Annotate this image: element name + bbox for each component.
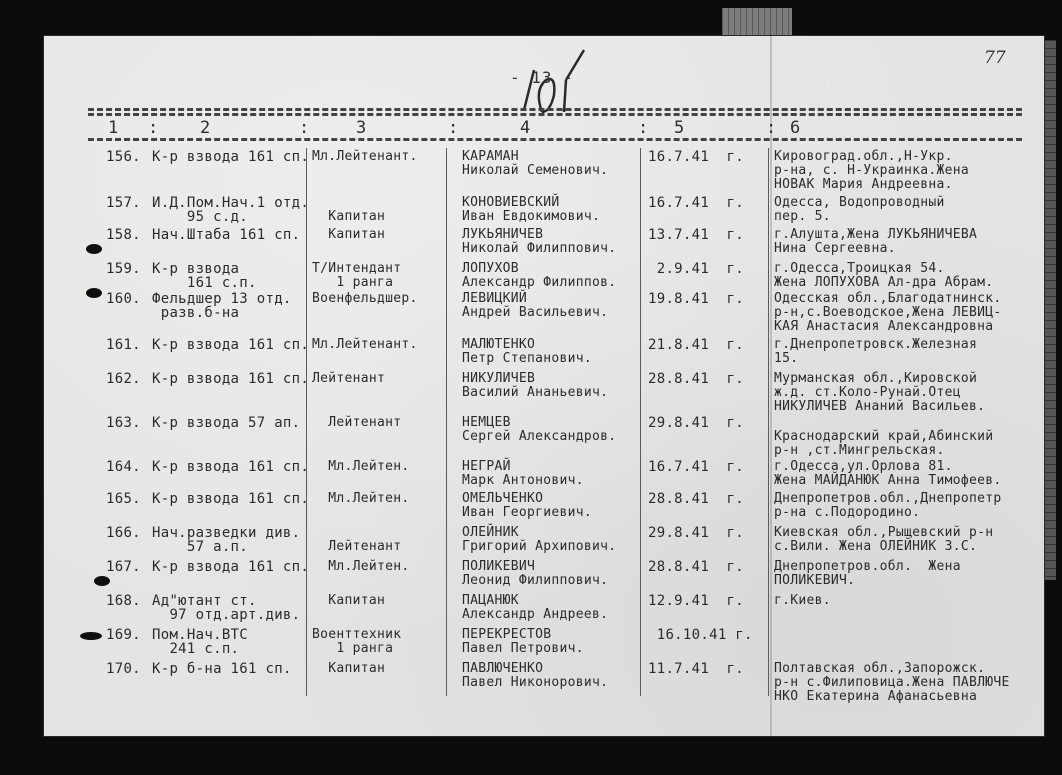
row-unit: К-р взвода 161 сп. bbox=[152, 459, 310, 475]
row-number: 162. bbox=[106, 371, 141, 387]
row-address: г.Киев. bbox=[774, 593, 831, 608]
row-name: ЛЕВИЦКИЙ Андрей Васильевич. bbox=[462, 291, 609, 320]
row-rank: Мл.Лейтенант. bbox=[312, 337, 418, 352]
row-unit: Пом.Нач.ВТС 241 с.п. bbox=[152, 627, 249, 657]
row-name: ОЛЕЙНИК Григорий Архипович. bbox=[462, 525, 617, 554]
row-date: 29.8.41 г. bbox=[648, 415, 745, 431]
row-address: Краснодарский край,Абинский р-н ,ст.Мингрельская. bbox=[774, 429, 994, 458]
row-rank: Военфельдшер. bbox=[312, 291, 418, 306]
row-name: НЕГРАЙ Марк Антонович. bbox=[462, 459, 584, 488]
row-name: НЕМЦЕВ Сергей Александров. bbox=[462, 415, 617, 444]
header-rule-top bbox=[88, 108, 1022, 111]
row-rank: Капитан bbox=[312, 593, 386, 608]
row-date: 11.7.41 г. bbox=[648, 661, 745, 677]
row-unit: К-р взвода 161 сп. bbox=[152, 491, 310, 507]
row-address: Полтавская обл.,Запорожск. р-н с.Филиповица.Жена ПАВЛЮЧЕ НКО Екатерина Афанасьевна bbox=[774, 661, 1010, 704]
column-separator: : bbox=[148, 118, 159, 138]
hole-punch-mark bbox=[80, 632, 102, 640]
row-name: ЛОПУХОВ Александр Филиппов. bbox=[462, 261, 617, 290]
row-date: 28.8.41 г. bbox=[648, 491, 745, 507]
row-rank: Мл.Лейтенант. bbox=[312, 149, 418, 164]
row-address: г.Одесса,Троицкая 54. Жена ЛОПУХОВА Ал-дра Абрам. bbox=[774, 261, 994, 290]
header-rule-top-2 bbox=[88, 113, 1022, 116]
row-address: Днепропетров.обл.,Днепропетр р-на с.Подородино. bbox=[774, 491, 1002, 520]
row-number: 163. bbox=[106, 415, 141, 431]
row-address: Кировоград.обл.,Н-Укр. р-на, с. Н-Украинка.Жена НОВАК Мария Андреевна. bbox=[774, 149, 970, 192]
row-unit: К-р взвода 161 сп. bbox=[152, 337, 310, 353]
row-address: г.Днепропетровск.Железная 15. bbox=[774, 337, 978, 366]
row-name: ОМЕЛЬЧЕНКО Иван Георгиевич. bbox=[462, 491, 593, 520]
hole-punch-mark bbox=[94, 576, 110, 586]
row-rank: Мл.Лейтен. bbox=[312, 459, 410, 474]
row-date: 19.8.41 г. bbox=[648, 291, 745, 307]
row-name: НИКУЛИЧЕВ Василий Ананьевич. bbox=[462, 371, 609, 400]
row-number: 156. bbox=[106, 149, 141, 165]
row-date: 21.8.41 г. bbox=[648, 337, 745, 353]
row-address: Одесская обл.,Благодатнинск. р-н,с.Воеводское,Жена ЛЕВИЦ- КАЯ Анастасия Александровна bbox=[774, 291, 1002, 334]
row-date: 29.8.41 г. bbox=[648, 525, 745, 541]
row-name: МАЛЮТЕНКО Петр Степанович. bbox=[462, 337, 593, 366]
row-number: 169. bbox=[106, 627, 141, 643]
row-number: 165. bbox=[106, 491, 141, 507]
row-name: КОНОВИЕВСКИЙ Иван Евдокимович. bbox=[462, 195, 601, 224]
row-rank: Военттехник 1 ранга bbox=[312, 627, 402, 656]
row-rank: Капитан bbox=[328, 209, 386, 224]
row-rank: Лейтенант bbox=[312, 415, 402, 430]
row-unit: Фельдшер 13 отд. разв.б-на bbox=[152, 291, 292, 321]
row-number: 168. bbox=[106, 593, 141, 609]
row-name: ПОЛИКЕВИЧ Леонид Филиппович. bbox=[462, 559, 609, 588]
row-address: Одесса, Водопроводный пер. 5. bbox=[774, 195, 945, 224]
row-number: 170. bbox=[106, 661, 141, 677]
row-address: Киевская обл.,Рыщевский р-н с.Вили. Жена ОЛЕЙНИК З.С. bbox=[774, 525, 994, 554]
row-unit: К-р взвода 161 сп. bbox=[152, 149, 310, 165]
column-header-6: 6 bbox=[790, 118, 801, 138]
hole-punch-mark bbox=[86, 244, 102, 254]
row-name: ПАЦАНЮК Александр Андреев. bbox=[462, 593, 609, 622]
column-rule bbox=[306, 148, 307, 696]
row-date: 12.9.41 г. bbox=[648, 593, 745, 609]
column-header-4: 4 bbox=[520, 118, 531, 138]
column-rule bbox=[768, 148, 769, 696]
corner-note: 77 bbox=[984, 48, 1006, 68]
row-date: 28.8.41 г. bbox=[648, 559, 745, 575]
row-rank: Мл.Лейтен. bbox=[312, 491, 410, 506]
row-unit: К-р взвода 161 с.п. bbox=[152, 261, 257, 291]
column-separator: : bbox=[766, 118, 777, 138]
row-name: ПАВЛЮЧЕНКО Павел Никонорович. bbox=[462, 661, 609, 690]
row-address: Мурманская обл.,Кировской ж.д. ст.Коло-Рунай.Отец НИКУЛИЧЕВ Ананий Васильев. bbox=[774, 371, 986, 414]
column-separator: : bbox=[448, 118, 459, 138]
row-number: 161. bbox=[106, 337, 141, 353]
row-address: Днепропетров.обл. Жена ПОЛИКЕВИЧ. bbox=[774, 559, 961, 588]
row-rank: Мл.Лейтен. bbox=[312, 559, 410, 574]
row-date: 13.7.41 г. bbox=[648, 227, 745, 243]
row-unit: Нач.разведки див. 57 а.п. bbox=[152, 525, 301, 555]
row-number: 158. bbox=[106, 227, 141, 243]
scanner-ruler bbox=[722, 8, 792, 38]
row-address: г.Алушта,Жена ЛУКЬЯНИЧЕВА Нина Сергеевна. bbox=[774, 227, 978, 256]
column-rule bbox=[446, 148, 447, 696]
document-page bbox=[44, 36, 1044, 736]
page-fold bbox=[770, 36, 772, 736]
row-unit: К-р б-на 161 сп. bbox=[152, 661, 292, 677]
row-number: 167. bbox=[106, 559, 141, 575]
row-number: 164. bbox=[106, 459, 141, 475]
hole-punch-mark bbox=[86, 288, 102, 298]
row-date: 16.7.41 г. bbox=[648, 195, 745, 211]
row-number: 159. bbox=[106, 261, 141, 277]
row-date: 16.10.41 г. bbox=[648, 627, 753, 643]
row-date: 16.7.41 г. bbox=[648, 149, 745, 165]
row-name: ЛУКЬЯНИЧЕВ Николай Филиппович. bbox=[462, 227, 617, 256]
column-header-2: 2 bbox=[200, 118, 211, 138]
page-number: - 13 - bbox=[510, 68, 574, 87]
row-number: 157. bbox=[106, 195, 141, 211]
row-unit: К-р взвода 161 сп. bbox=[152, 559, 310, 575]
row-date: 28.8.41 г. bbox=[648, 371, 745, 387]
row-rank: Капитан bbox=[312, 661, 386, 676]
column-separator: : bbox=[638, 118, 649, 138]
row-rank: Лейтенант bbox=[312, 371, 386, 386]
row-address: г.Одесса,ул.Орлова 81. Жена МАЙДАНЮК Анна Тимофеев. bbox=[774, 459, 1002, 488]
row-unit: Ад"ютант ст. 97 отд.арт.див. bbox=[152, 593, 301, 623]
row-rank: Т/Интендант 1 ранга bbox=[312, 261, 402, 290]
row-number: 166. bbox=[106, 525, 141, 541]
scanner-side-ruler bbox=[1042, 40, 1056, 580]
row-date: 2.9.41 г. bbox=[648, 261, 745, 277]
row-date: 16.7.41 г. bbox=[648, 459, 745, 475]
row-rank: Лейтенант bbox=[328, 539, 402, 554]
column-header-5: 5 bbox=[674, 118, 685, 138]
row-unit: Нач.Штаба 161 сп. bbox=[152, 227, 301, 243]
row-name: КАРАМАН Николай Семенович. bbox=[462, 149, 609, 178]
column-header-1: 1 bbox=[108, 118, 119, 138]
row-rank: Капитан bbox=[312, 227, 386, 242]
row-unit: К-р взвода 161 сп. bbox=[152, 371, 310, 387]
row-number: 160. bbox=[106, 291, 141, 307]
row-name: ПЕРЕКРЕСТОВ Павел Петрович. bbox=[462, 627, 584, 656]
row-unit: И.Д.Пом.Нач.1 отд. 95 с.д. bbox=[152, 195, 310, 225]
header-rule-bottom bbox=[88, 138, 1022, 141]
row-unit: К-р взвода 57 ап. bbox=[152, 415, 301, 431]
column-separator: : bbox=[299, 118, 310, 138]
column-header-3: 3 bbox=[356, 118, 367, 138]
column-rule bbox=[640, 148, 641, 696]
